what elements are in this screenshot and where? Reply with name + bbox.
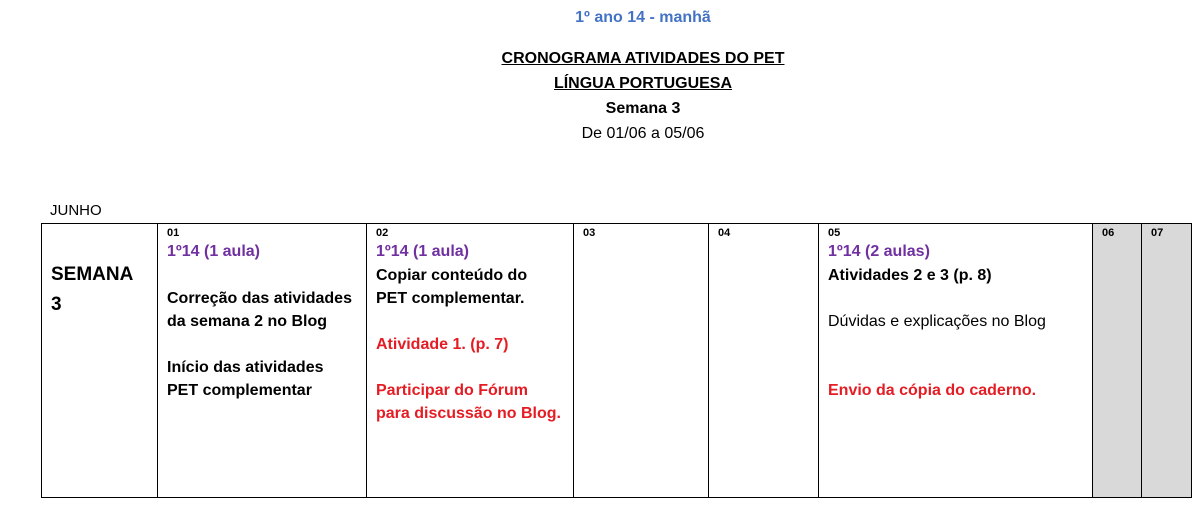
activity-line: Correção das atividades <box>167 290 352 307</box>
subject-title-text: LÍNGUA PORTUGUESA <box>553 75 733 92</box>
highlight-line: Envio da cópia do caderno. <box>828 382 1037 399</box>
week-label-line2: 3 <box>51 294 62 315</box>
day-cell-05 <box>819 224 1093 498</box>
class-label: 1º14 (1 aula) <box>167 243 260 260</box>
class-label: 1º14 (1 aula) <box>376 243 469 260</box>
activity-line: Dúvidas e explicações no Blog <box>828 313 1046 330</box>
activity-line: da semana 2 no Blog <box>167 313 328 330</box>
day-number: 01 <box>167 227 180 239</box>
day-number: 03 <box>583 227 596 239</box>
day-number: 06 <box>1102 227 1115 239</box>
day-number: 07 <box>1151 227 1164 239</box>
week-label-line1: SEMANA <box>51 264 134 285</box>
week-title: Semana 3 <box>605 100 681 117</box>
schedule-table <box>41 223 1192 498</box>
class-title: 1º ano 14 - manhã <box>575 9 711 26</box>
day-cell-04 <box>709 224 819 498</box>
week-label-cell <box>42 224 158 498</box>
day-cell-03 <box>574 224 709 498</box>
day-cell-06 <box>1093 224 1142 498</box>
highlight-line: Participar do Fórum <box>376 382 529 399</box>
month-label: JUNHO <box>50 202 102 219</box>
day-number: 02 <box>376 227 389 239</box>
day-cell-01 <box>158 224 367 498</box>
activity-line: PET complementar. <box>376 290 525 307</box>
schedule-title-text: CRONOGRAMA ATIVIDADES DO PET <box>501 50 785 67</box>
schedule-row <box>42 224 1192 498</box>
subject-title <box>0 75 1193 93</box>
day-number: 04 <box>718 227 731 239</box>
activity-line: Início das atividades <box>167 359 324 376</box>
day-cell-02 <box>367 224 574 498</box>
date-range: De 01/06 a 05/06 <box>581 125 705 142</box>
activity-line: Atividades 2 e 3 (p. 8) <box>828 267 992 284</box>
highlight-line: para discussão no Blog. <box>376 405 561 422</box>
day-cell-07 <box>1142 224 1192 498</box>
activity-line: Copiar conteúdo do <box>376 267 528 284</box>
schedule-title <box>0 50 1193 68</box>
class-label: 1º14 (2 aulas) <box>828 243 930 260</box>
day-number: 05 <box>828 227 841 239</box>
activity-line: PET complementar <box>167 382 312 399</box>
highlight-line: Atividade 1. (p. 7) <box>376 336 509 353</box>
